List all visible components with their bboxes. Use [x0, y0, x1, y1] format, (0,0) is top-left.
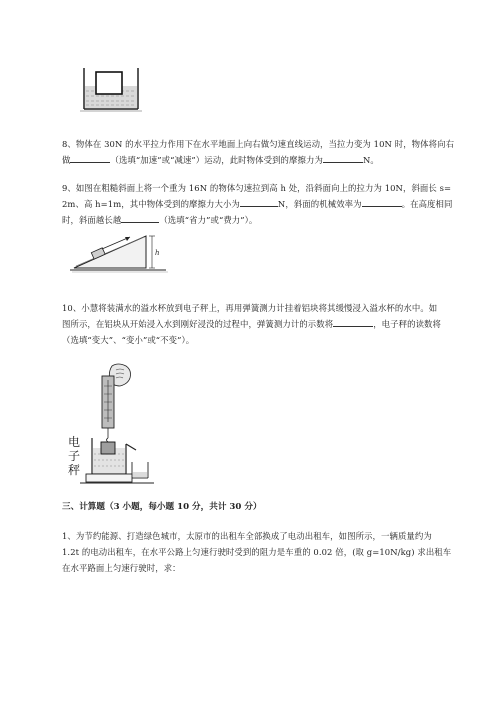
scale-label-char-3: 秤 [68, 463, 81, 477]
scale-label-char-2: 子 [68, 449, 81, 463]
scale-label-char-1: 电 [68, 435, 81, 449]
calc1-line-2: 1.2t 的电动出租车，在水平公路上匀速行驶时受到的阻力是车重的 0.02 倍，(取 g=10N/kg) 求出租车 [62, 547, 452, 557]
q8-text-b: （选填“加速”或“减速”）运动，此时物体受到的摩擦力为 [110, 155, 323, 165]
q10-text-b: ，电子秤的读数将 [373, 319, 442, 329]
question-8 [62, 136, 462, 168]
question-9 [62, 180, 462, 228]
q10-blank-1[interactable] [333, 317, 373, 327]
question-10 [62, 300, 462, 348]
q10-line-1: 10、小慧将装满水的溢水杯放到电子秤上，再用弹簧测力计挂着铝块将其缓慢浸入溢水杯的水中。如 [62, 303, 438, 313]
calc1-line-3: 在水平路面上匀速行驶时，求： [62, 563, 181, 573]
q9-text-b: N，斜面的机械效率为 [277, 199, 362, 209]
q9-blank-1[interactable] [240, 197, 278, 207]
q8-text-c: N。 [362, 155, 379, 165]
spring-scale-figure [66, 362, 156, 486]
calc-question-1 [62, 528, 462, 576]
calc1-line-1: 1、为节约能源、打造绿色城市，太原市的出租车全部换成了电动出租车，如图所示，一辆质量约为 [62, 531, 432, 541]
incline-height-label: h [155, 249, 160, 257]
q9-text-a: 2m、高 h=1m，其中物体受到的摩擦力大小为 [62, 199, 240, 209]
q9-blank-2[interactable] [362, 197, 402, 207]
q9-text-e: （选填“省力”或“费力”）。 [159, 215, 258, 225]
incline-figure [66, 222, 176, 276]
q8-text-a: 做 [62, 155, 71, 165]
q8-blank-2[interactable] [323, 153, 363, 163]
q8-line-2 [62, 152, 462, 168]
q9-line-1: 9、如图在粗糙斜面上将一个重为 16N 的物体匀速拉到高 h 处，沿斜面向上的拉力为 10N，斜面长 s= [62, 183, 452, 193]
q10-text-a: 图所示，在铝块从开始浸入水到刚好浸没的过程中，弹簧测力计的示数将 [62, 319, 334, 329]
q9-text-c: 。在高度相同 [401, 199, 453, 209]
water-tank-figure [78, 64, 148, 116]
q10-line-3: （选填“变大”、“变小”或“不变”）。 [62, 335, 195, 345]
section-3-heading: 三、计算题（3 小题，每小题 10 分，共计 30 分） [62, 502, 262, 512]
q9-text-d: 时，斜面越长越 [62, 215, 122, 225]
q8-blank-1[interactable] [70, 153, 110, 163]
q8-line-1: 8、物体在 30N 的水平拉力作用下在水平地面上向右做匀速直线运动，当拉力变为 10N 时，物体将向右 [62, 139, 455, 149]
q10-line-2 [62, 316, 462, 332]
q9-line-2 [62, 196, 462, 212]
